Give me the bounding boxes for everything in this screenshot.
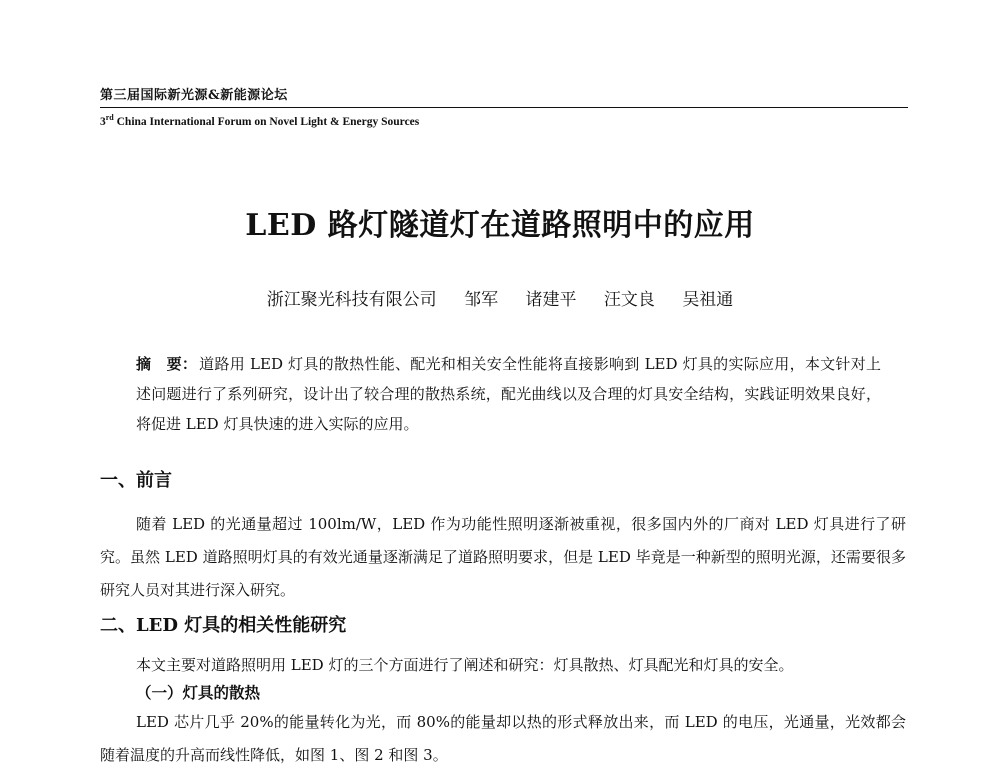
section-heading-intro: 一、前言 — [100, 470, 172, 491]
section-heading-performance: 二、LED 灯具的相关性能研究 — [100, 615, 347, 636]
author-name: 汪文良 — [603, 290, 655, 310]
performance-paragraph: 本文主要对道路照明用 LED 灯的三个方面进行了阐述和研究：灯具散热、灯具配光和灯具的安全。 — [136, 656, 794, 674]
author-name: 吴祖通 — [682, 290, 734, 310]
header-chinese: 第三届国际新光源&新能源论坛 — [100, 88, 288, 103]
author-name: 诸建平 — [525, 290, 577, 310]
header-ordinal-suffix: rd — [105, 113, 114, 122]
header-ordinal: 3 — [100, 115, 106, 128]
abstract — [136, 349, 881, 439]
header-english-text: China International Forum on Novel Light & Energy Sources — [113, 115, 420, 128]
heat-paragraph: LED 芯片几乎 20%的能量转化为光，而 80%的能量却以热的形式释放出来，而 LED 的电压，光通量，光效都会随着温度的升高而线性降低，如图 1、图 2 和图 3。 — [100, 713, 906, 764]
intro-paragraph: 随着 LED 的光通量超过 100lm/W，LED 作为功能性照明逐渐被重视，很多国内外的厂商对 LED 灯具进行了研究。虽然 LED 道路照明灯具的有效光通量逐渐满足了道路照明要求，但是 LED 毕竟是一种新型的照明光源，还需要很多研究人员对其进行深入研究。 — [100, 515, 906, 599]
abstract-text: 道路用 LED 灯具的散热性能、配光和相关安全性能将直接影响到 LED 灯具的实际应用，本文针对上述问题进行了系列研究，设计出了较合理的散热系统，配光曲线以及合理的灯具安全结构，实践证明效果良好，将促进 LED 灯具快速的进入实际的应用。 — [136, 355, 881, 433]
author-line — [0, 288, 1000, 312]
header-english — [100, 110, 908, 130]
abstract-label: 摘 要： — [136, 355, 198, 373]
subsection-heading-heat: （一）灯具的散热 — [136, 683, 261, 702]
paper-title: LED 路灯隧道灯在道路照明中的应用 — [245, 208, 755, 243]
author-affiliation: 浙江聚光科技有限公司 — [266, 290, 437, 310]
header-rule — [100, 107, 908, 108]
author-name: 邹军 — [464, 290, 499, 310]
running-header — [100, 88, 908, 130]
